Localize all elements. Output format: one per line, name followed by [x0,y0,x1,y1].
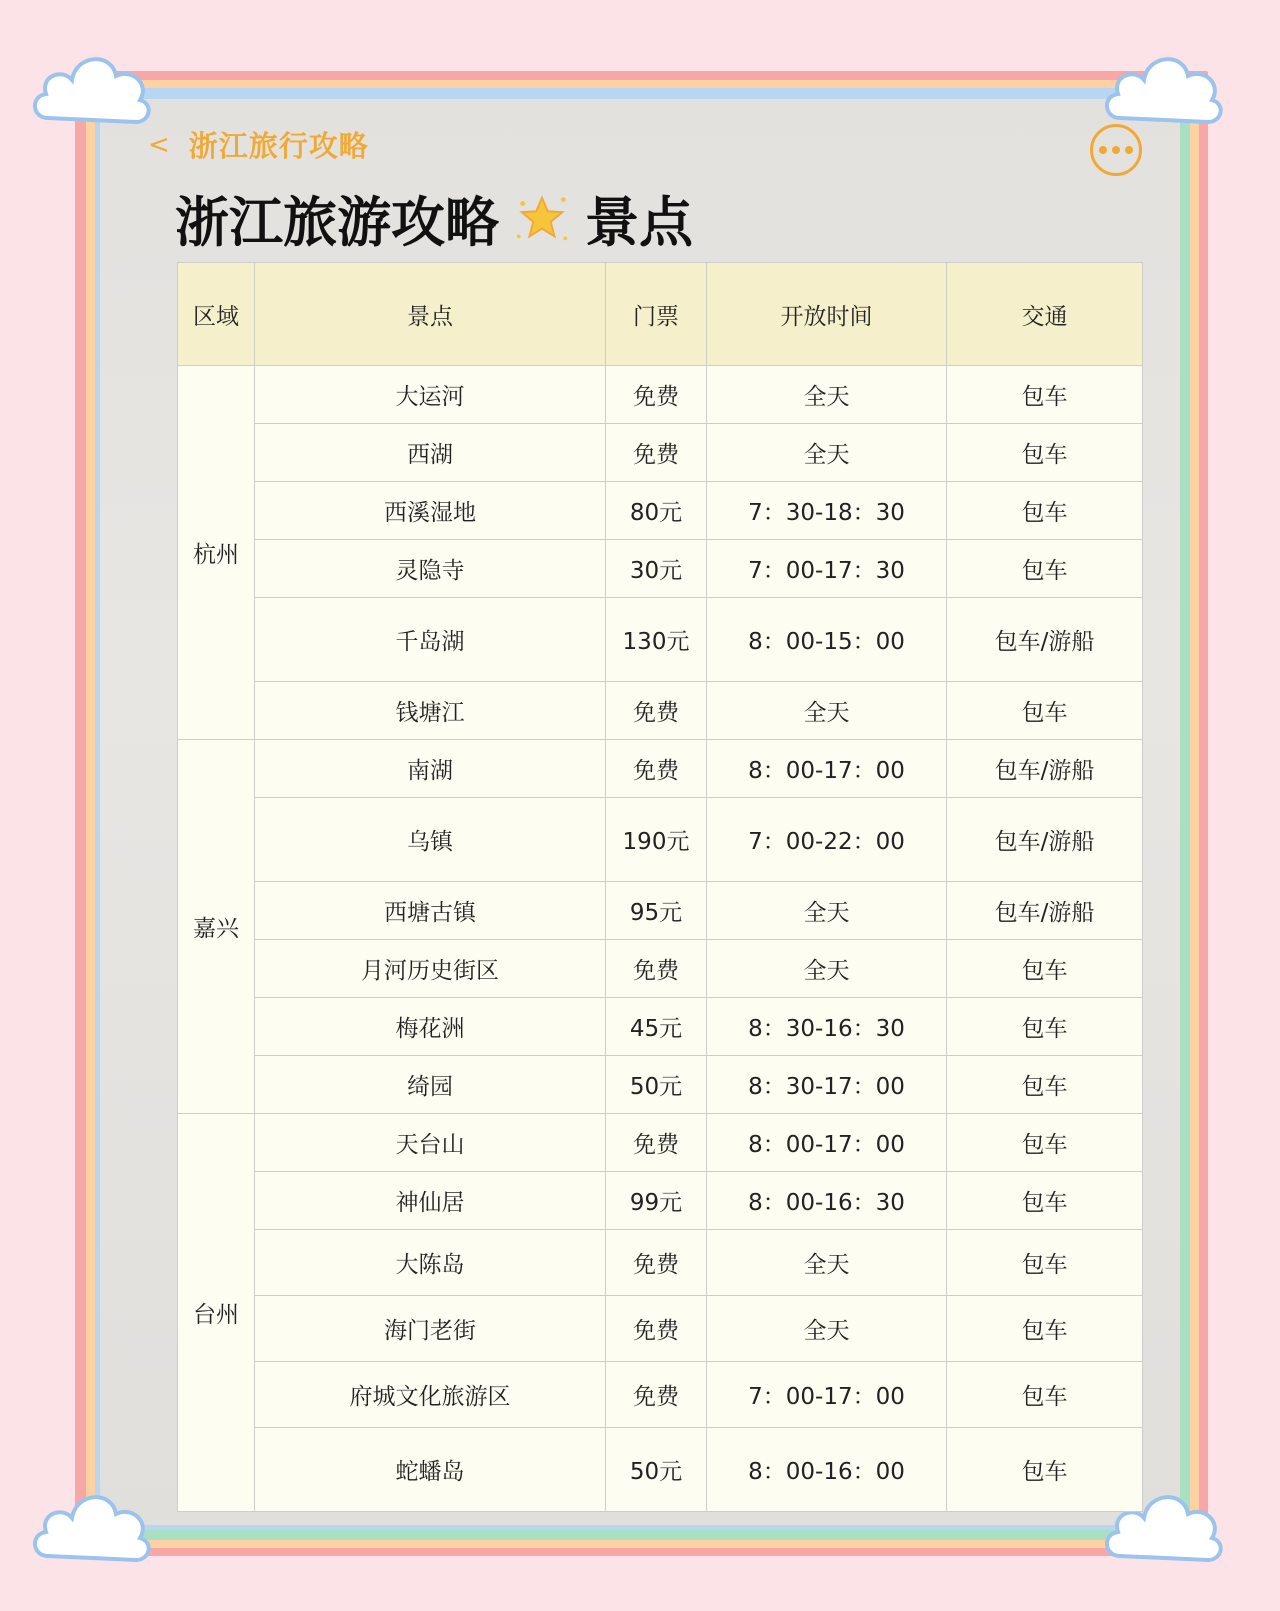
column-header-spot: 景点 [255,263,606,366]
hours-cell: 全天 [707,1230,947,1296]
transport-cell: 包车 [947,482,1143,540]
table-row [178,540,1143,598]
table-row [178,798,1143,882]
ticket-cell: 50元 [606,1056,707,1114]
region-cell: 嘉兴 [178,740,255,1114]
ticket-cell: 免费 [606,1114,707,1172]
spot-cell: 西湖 [255,424,606,482]
spot-cell: 西塘古镇 [255,882,606,940]
table-row [178,740,1143,798]
more-dot [1112,146,1120,154]
hours-cell: 7：00-17：00 [707,1362,947,1428]
spot-cell: 大陈岛 [255,1230,606,1296]
transport-cell: 包车 [947,1296,1143,1362]
ticket-cell: 190元 [606,798,707,882]
hours-cell: 8：00-16：30 [707,1172,947,1230]
transport-cell: 包车 [947,682,1143,740]
spot-cell: 府城文化旅游区 [255,1362,606,1428]
table-row [178,1428,1143,1512]
hours-cell: 7：00-17：30 [707,540,947,598]
transport-cell: 包车 [947,998,1143,1056]
hours-cell: 全天 [707,424,947,482]
transport-cell: 包车/游船 [947,798,1143,882]
transport-cell: 包车 [947,1114,1143,1172]
spot-cell: 月河历史街区 [255,940,606,998]
cloud-icon [28,1478,158,1570]
spot-cell: 海门老街 [255,1296,606,1362]
transport-cell: 包车/游船 [947,740,1143,798]
table-row [178,1296,1143,1362]
hours-cell: 8：00-17：00 [707,740,947,798]
transport-cell: 包车 [947,1230,1143,1296]
table-row [178,1114,1143,1172]
hours-cell: 全天 [707,682,947,740]
table-row [178,424,1143,482]
ticket-cell: 95元 [606,882,707,940]
ticket-cell: 80元 [606,482,707,540]
transport-cell: 包车 [947,1428,1143,1512]
hours-cell: 全天 [707,882,947,940]
ticket-cell: 免费 [606,1230,707,1296]
table-row [178,998,1143,1056]
title-text-after: 景点 [585,191,693,254]
ticket-cell: 免费 [606,740,707,798]
spot-cell: 绮园 [255,1056,606,1114]
title-text-before: 浙江旅游攻略 [175,191,499,254]
ticket-cell: 99元 [606,1172,707,1230]
back-link[interactable] [148,124,369,165]
ticket-cell: 免费 [606,682,707,740]
hours-cell: 8：00-16：00 [707,1428,947,1512]
transport-cell: 包车/游船 [947,598,1143,682]
ticket-cell: 免费 [606,424,707,482]
table-row [178,598,1143,682]
spot-cell: 钱塘江 [255,682,606,740]
more-dot [1125,146,1133,154]
spot-cell: 神仙居 [255,1172,606,1230]
region-cell: 台州 [178,1114,255,1512]
table-row [178,366,1143,424]
column-header-transport: 交通 [947,263,1143,366]
spot-cell: 乌镇 [255,798,606,882]
ticket-cell: 130元 [606,598,707,682]
region-cell: 杭州 [178,366,255,740]
chevron-left-icon: < [148,129,171,160]
hours-cell: 全天 [707,940,947,998]
more-horizontal-icon [1099,146,1107,154]
more-button[interactable] [1090,124,1142,176]
attractions-table [177,262,1143,1512]
table-row [178,1056,1143,1114]
ticket-cell: 免费 [606,1296,707,1362]
page-title [175,180,693,257]
column-header-ticket: 门票 [606,263,707,366]
hours-cell: 8：00-17：00 [707,1114,947,1172]
hours-cell: 7：00-22：00 [707,798,947,882]
table-row [178,1172,1143,1230]
ticket-cell: 免费 [606,1362,707,1428]
transport-cell: 包车 [947,540,1143,598]
spot-cell: 天台山 [255,1114,606,1172]
ticket-cell: 45元 [606,998,707,1056]
spot-cell: 大运河 [255,366,606,424]
column-header-region: 区域 [178,263,255,366]
table-row [178,482,1143,540]
transport-cell: 包车 [947,366,1143,424]
cloud-icon [1100,40,1230,132]
spot-cell: 西溪湿地 [255,482,606,540]
ticket-cell: 免费 [606,940,707,998]
transport-cell: 包车 [947,1172,1143,1230]
table-row [178,940,1143,998]
column-header-hours: 开放时间 [707,263,947,366]
table-row [178,1362,1143,1428]
transport-cell: 包车 [947,424,1143,482]
ticket-cell: 免费 [606,366,707,424]
hours-cell: 全天 [707,1296,947,1362]
spot-cell: 灵隐寺 [255,540,606,598]
hours-cell: 8：30-16：30 [707,998,947,1056]
transport-cell: 包车 [947,940,1143,998]
spot-cell: 蛇蟠岛 [255,1428,606,1512]
back-label: 浙江旅行攻略 [188,129,369,163]
ticket-cell: 30元 [606,540,707,598]
transport-cell: 包车/游船 [947,882,1143,940]
transport-cell: 包车 [947,1362,1143,1428]
table-row [178,882,1143,940]
table-row [178,682,1143,740]
hours-cell: 全天 [707,366,947,424]
table-row [178,1230,1143,1296]
spot-cell: 千岛湖 [255,598,606,682]
spot-cell: 梅花洲 [255,998,606,1056]
table-header-row [178,263,1143,366]
hours-cell: 8：30-17：00 [707,1056,947,1114]
transport-cell: 包车 [947,1056,1143,1114]
spot-cell: 南湖 [255,740,606,798]
hours-cell: 8：00-15：00 [707,598,947,682]
cloud-icon [28,40,158,132]
sparkle-star-icon [513,190,571,248]
hours-cell: 7：30-18：30 [707,482,947,540]
ticket-cell: 50元 [606,1428,707,1512]
